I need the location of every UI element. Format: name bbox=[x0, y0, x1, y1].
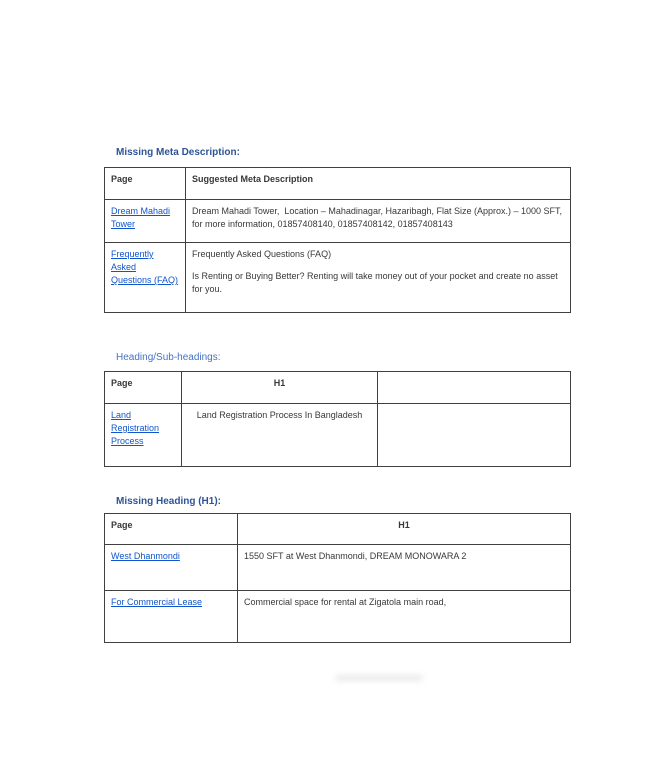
heading-sub-headings-table bbox=[104, 371, 571, 467]
table-header-row bbox=[105, 514, 571, 545]
column-header-suggested-meta-description: Suggested Meta Description bbox=[186, 168, 571, 200]
page-link-land-registration-process[interactable]: Land Registration Process bbox=[111, 410, 160, 446]
table-header-row bbox=[105, 168, 571, 200]
column-header-page: Page bbox=[105, 514, 238, 545]
column-header-h1: H1 bbox=[238, 514, 571, 545]
table-row bbox=[105, 404, 571, 467]
page-cell bbox=[105, 545, 238, 591]
meta-description-cell bbox=[186, 200, 571, 243]
column-header-page: Page bbox=[105, 168, 186, 200]
table-row bbox=[105, 591, 571, 643]
h1-cell bbox=[182, 404, 378, 467]
table-row bbox=[105, 545, 571, 591]
h1-cell bbox=[238, 545, 571, 591]
column-header-h1: H1 bbox=[182, 372, 378, 404]
page-cell bbox=[105, 243, 186, 313]
meta-description-text: Is Renting or Buying Better? Renting will take money out of your pocket and create no asset for you. bbox=[192, 271, 561, 294]
meta-description-text: Frequently Asked Questions (FAQ) bbox=[192, 249, 332, 259]
section-title-missing-meta-description: Missing Meta Description: bbox=[116, 147, 240, 158]
empty-cell bbox=[378, 404, 571, 467]
page-cell bbox=[105, 200, 186, 243]
missing-heading-h1-table bbox=[104, 513, 571, 643]
section-title-heading-sub-headings: Heading/Sub-headings: bbox=[116, 352, 221, 363]
table-row bbox=[105, 200, 571, 243]
missing-meta-description-table bbox=[104, 167, 571, 313]
meta-description-cell bbox=[186, 243, 571, 313]
table-header-row bbox=[105, 372, 571, 404]
page-shadow-artifact bbox=[335, 675, 423, 681]
table-row bbox=[105, 243, 571, 313]
page-cell bbox=[105, 591, 238, 643]
meta-description-text: Dream Mahadi Tower, Location – Mahadinagar, Hazaribagh, Flat Size (Approx.) – 1000 SFT, for more information, 01857408140, 01857408142, 01857408143 bbox=[192, 206, 565, 229]
page-link-for-commercial-lease[interactable]: For Commercial Lease bbox=[111, 597, 203, 607]
column-header-empty bbox=[378, 372, 571, 404]
page-cell bbox=[105, 404, 182, 467]
page-link-west-dhanmondi[interactable]: West Dhanmondi bbox=[111, 551, 180, 561]
h1-text: Land Registration Process In Bangladesh bbox=[196, 410, 363, 420]
h1-text: Commercial space for rental at Zigatola main road, bbox=[244, 597, 447, 607]
document-content bbox=[104, 146, 570, 643]
h1-cell bbox=[238, 591, 571, 643]
h1-text: 1550 SFT at West Dhanmondi, DREAM MONOWARA 2 bbox=[244, 551, 467, 561]
section-title-missing-heading-h1: Missing Heading (H1): bbox=[116, 496, 222, 507]
page-link-dream-mahadi-tower[interactable]: Dream Mahadi Tower bbox=[111, 206, 171, 229]
page-link-frequently-asked-questions[interactable]: Frequently Asked Questions (FAQ) bbox=[111, 249, 179, 285]
column-header-page: Page bbox=[105, 372, 182, 404]
